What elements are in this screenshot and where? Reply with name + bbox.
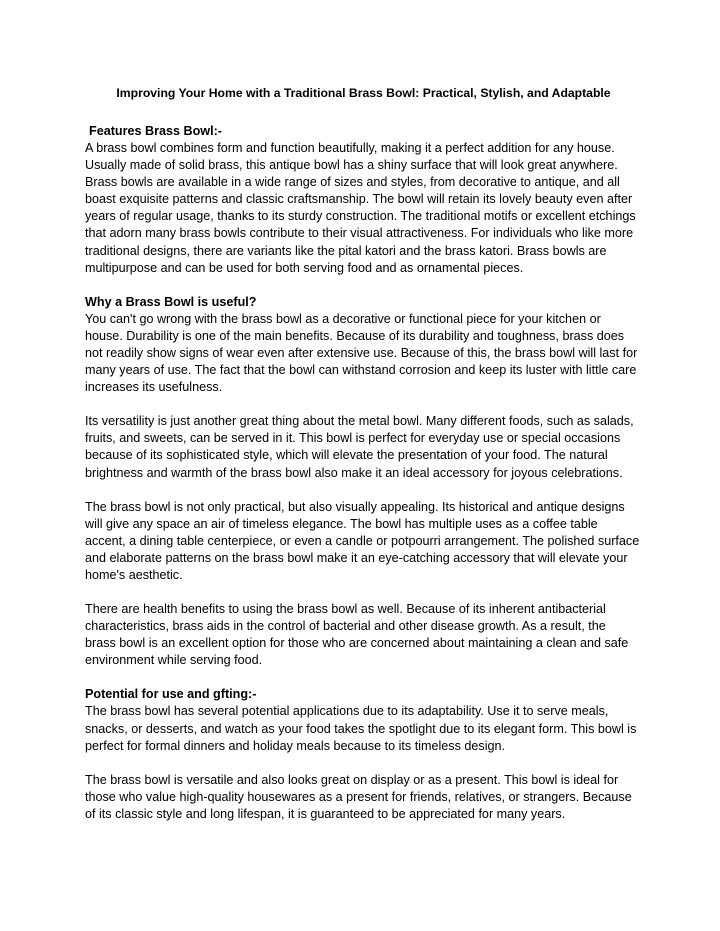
- section-heading-why-useful: Why a Brass Bowl is useful?: [85, 294, 257, 309]
- paragraph: The brass bowl is versatile and also looks great on display or as a present. This bowl is ideal for those who value high-quality housewares as a present for friends, relatives, or strangers. Because of its classic style and long lifespan, it is guaranteed to be appreciated for many years.: [85, 772, 632, 821]
- paragraph: The brass bowl has several potential applications due to its adaptability. Use it to serve meals, snacks, or desserts, and watch as your food takes the spotlight due to its elegant form. This bowl is perfect for formal dinners and holiday meals because to its timeless design.: [85, 704, 637, 753]
- paragraph-spacer: [85, 584, 640, 601]
- section-heading-potential-use: Potential for use and gfting:-: [85, 687, 257, 702]
- paragraph: There are health benefits to using the brass bowl as well. Because of its inherent antibacterial characteristics, brass aids in the control of bacterial and other disease growth. As a result, the brass bowl is an excellent option for those who are concerned about maintaining a clean and safe environment while serving food.: [85, 602, 629, 668]
- paragraph-spacer: [85, 669, 640, 686]
- paragraph-spacer: [85, 755, 640, 772]
- paragraph-spacer: [85, 482, 640, 499]
- section-heading-features: Features Brass Bowl:-: [89, 124, 222, 138]
- paragraph: A brass bowl combines form and function beautifully, making it a perfect addition for any house. Usually made of solid brass, this antique bowl has a shiny surface that will look great anywhere. Brass bowls are available in a wide range of sizes and styles, from decorative to antique, and all boast exquisite patterns and classic craftsmanship. The bowl will retain its lovely beauty even after years of regular usage, thanks to its sturdy construction. The traditional motifs or excellent etchings that adorn many brass bowls contribute to their visual attractiveness. For individuals who like more traditional designs, there are variants like the pital katori and the brass katori. Brass bowls are multipurpose and can be used for both serving food and as ornamental pieces.: [85, 141, 636, 275]
- paragraph-spacer: [85, 277, 640, 294]
- document-title: Improving Your Home with a Traditional Brass Bowl: Practical, Stylish, and Adaptable: [116, 86, 611, 100]
- paragraph: Its versatility is just another great thing about the metal bowl. Many different foods, such as salads, fruits, and sweets, can be served in it. This bowl is perfect for everyday use or special occasions because of its sophisticated style, which will elevate the presentation of your food. The natural brightness and warmth of the brass bowl also make it an ideal accessory for joyous celebrations.: [85, 414, 634, 480]
- paragraph: You can't go wrong with the brass bowl as a decorative or functional piece for your kitchen or house. Durability is one of the main benefits. Because of its durability and toughness, brass does not readily show signs of wear even after extensive use. Because of this, the brass bowl will last for many years of use. The fact that the bowl can withstand corrosion and keep its luster with little care increases its usefulness.: [85, 311, 638, 395]
- paragraph-spacer: [85, 396, 640, 413]
- paragraph: The brass bowl is not only practical, but also visually appealing. Its historical and antique designs will give any space an air of timeless elegance. The bowl has multiple uses as a coffee table accent, a dining table centerpiece, or even a candle or potpourri arrangement. The polished surface and elaborate patterns on the brass bowl make it an eye-catching accessory that will elevate your home's aesthetic.: [85, 499, 640, 582]
